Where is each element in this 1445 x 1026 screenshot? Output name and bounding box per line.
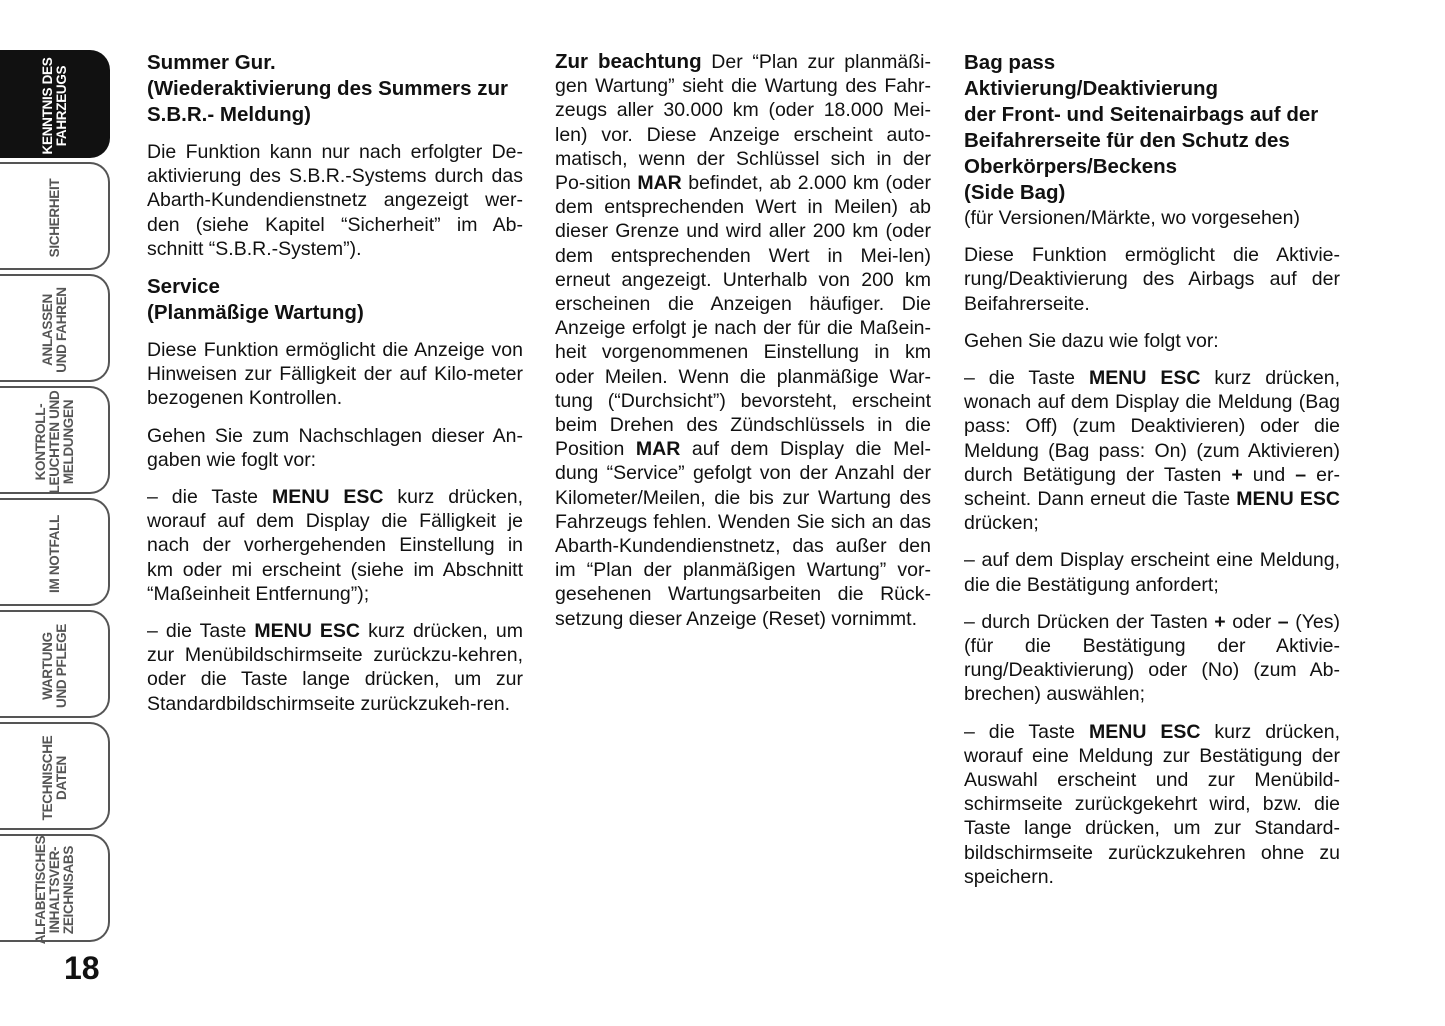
key-esc: ESC [343, 486, 384, 509]
paragraph: Gehen Sie dazu wie folgt vor: [964, 329, 1219, 352]
tab-inhaltsverzeichnis[interactable] [0, 834, 110, 945]
column-1 [147, 50, 523, 729]
tab-sicherheit[interactable] [0, 162, 110, 270]
minus-key: – [1295, 463, 1307, 486]
key-esc: ESC [1160, 720, 1201, 743]
heading-summer: Summer Gur. (Wiederaktivierung des Summers zur S.B.R.- Meldung) [147, 51, 508, 126]
text: oder [1225, 610, 1278, 633]
key-mar: MAR [635, 438, 681, 461]
note-lead: Zur beachtung [555, 50, 702, 73]
text: und [1242, 463, 1296, 486]
text: – durch Drücken der Tasten [964, 610, 1215, 633]
tab-anlassen-und-fahren[interactable] [0, 274, 110, 382]
text: – die Taste [147, 620, 255, 643]
tab-label: KONTROLL- LEUCHTEN UND MELDUNGEN [33, 390, 76, 494]
text: befindet, ab 2.000 km (oder dem entsprechenden Wert in Meilen) ab dieser Grenze und wird aller 200 km (oder dem entsprechenden Wert in Mei-len) erneut angezeigt. Unterhalb von 200 km erscheinen die Anzeigen häufiger. Die Anzeige erfolgt je nach der für die Maßein-heit vorgenommenen Einstellung in km oder Meilen. Wenn die planmäßige War-tung (“Durchsicht”) bevorsteht, erscheint beim Drehen des Zündschlüssels in die Position [555, 172, 931, 461]
column-2 [555, 50, 931, 644]
tab-label: ANLASSEN UND FAHREN [40, 287, 69, 373]
paragraph: – auf dem Display erscheint eine Meldung, die die Bestätigung anfordert; [964, 549, 1340, 596]
paragraph: Gehen Sie zum Nachschlagen dieser An-gaben wie foglt vor: [147, 424, 523, 471]
paragraph [147, 619, 523, 716]
key-esc: ESC [1299, 488, 1340, 511]
paragraph [147, 485, 523, 606]
plus-key: + [1231, 463, 1243, 486]
key-mar: MAR [637, 172, 682, 195]
key-menu: MENU [1088, 720, 1147, 743]
key-esc: ESC [319, 620, 361, 643]
heading-bag-pass: Bag pass Aktivierung/Deaktivierung der Front- und Seitenairbags auf der Beifahrerseite für den Schutz des Oberkörpers/Beckens (Side Bag) [964, 51, 1319, 204]
key-menu: MENU [1236, 488, 1294, 511]
tab-label: WARTUNG UND PFLEGE [40, 623, 69, 709]
page-number: 18 [64, 950, 100, 986]
key-menu: MENU [254, 620, 312, 643]
text: Der “Plan zur planmäßi-gen Wartung” sieht die Wartung des Fahr-zeugs aller 30.000 km (oder 18.000 Mei-len) vor. Diese Anzeige erscheint auto-matisch, wenn der Schlüssel sich in der Po-sition [555, 51, 931, 195]
paragraph: Diese Funktion ermöglicht die Anzeige von Hinweisen zur Fälligkeit der auf Kilo-meter bezogenen Kontrollen. [147, 339, 523, 410]
key-menu: MENU [271, 486, 330, 509]
tab-label: ALFABETISCHES INHALTSVER- ZEICHNISABS [33, 835, 76, 945]
text: auf dem Display die Mel-dung “Service” gefolgt von der Anzahl der Kilometer/Meilen, die bis zur Wartung des Fahrzeugs fehlen. Wenden Sie sich an das Abarth-Kundendienstnetz, das außer den im “Plan der planmäßigen Wartung” vor-gesehenen Wartungsarbeiten die Rück-setzung dieser Anzeige (Reset) vornimmt. [555, 438, 931, 630]
text: – die Taste [964, 720, 1089, 743]
text: – die Taste [964, 367, 1089, 390]
tab-kenntnis-des-fahrzeugs[interactable] [0, 50, 110, 158]
paragraph [964, 720, 1340, 889]
heading-service: Service (Planmäßige Wartung) [147, 275, 364, 325]
paragraph: Diese Funktion ermöglicht die Aktivie-rung/Deaktivierung des Airbags auf der Beifahrerseite. [964, 244, 1340, 315]
tab-kontrollleuchten[interactable] [0, 386, 110, 494]
text: – die Taste [147, 486, 272, 509]
text: kurz drücken, um zur Menübildschirmseite zurückzu-kehren, oder die Taste lange drücken, um zur Standardbildschirmseite zurückzukeh-ren. [147, 620, 523, 715]
text: er-scheint. Dann erneut die Taste [964, 463, 1340, 511]
text: kurz drücken, worauf auf dem Display die Fälligkeit je nach der vorhergehenden Einstellung in km oder mi erscheint (siehe im Abschnitt “Maßeinheit Entfernung”); [147, 486, 523, 605]
version-note: (für Versionen/Märkte, wo vorgesehen) [964, 207, 1300, 229]
column-3 [964, 50, 1340, 902]
paragraph [555, 50, 931, 631]
paragraph: Die Funktion kann nur nach erfolgter De-aktivierung des S.B.R.-Systems durch das Abarth-Kundendienstnetz angezeigt wer-den (siehe Kapitel “Sicherheit” im Ab-schnitt “S.B.R.-System”). [147, 141, 523, 260]
tab-im-notfall[interactable] [0, 498, 110, 606]
tab-label: SICHERHEIT [47, 178, 62, 258]
tab-label: KENNTNIS DES FAHRZEUGS [40, 57, 69, 155]
tab-wartung-und-pflege[interactable] [0, 610, 110, 718]
key-menu: MENU [1088, 367, 1147, 390]
text: (Yes) (für die Bestätigung der Aktivie-rung/Deaktivierung) oder (No) (zum Ab-brechen) auswählen; [964, 610, 1341, 706]
text: kurz drücken, wonach auf dem Display die Meldung (Bag pass: Off) (zum Deaktivieren) oder die Meldung (Bag pass: On) (zum Aktivieren) durch Betätigung der Tasten [964, 367, 1340, 486]
paragraph [964, 610, 1340, 707]
paragraph [964, 366, 1340, 535]
text: kurz drücken, worauf eine Meldung zur Bestätigung der Auswahl erscheint und zur Menübild-schirmseite zurückgekehrt wird, bzw. die Taste lange drücken, um zur Standard-bildschirmseite zurückzukehren ohne zu speichern. [964, 720, 1340, 888]
tab-technische-daten[interactable] [0, 722, 110, 830]
minus-key: – [1277, 610, 1289, 633]
key-esc: ESC [1160, 367, 1201, 390]
tab-label: TECHNISCHE DATEN [40, 735, 69, 821]
text: drücken; [964, 512, 1039, 535]
tab-label: IM NOTFALL [47, 515, 62, 593]
plus-key: + [1214, 610, 1226, 633]
